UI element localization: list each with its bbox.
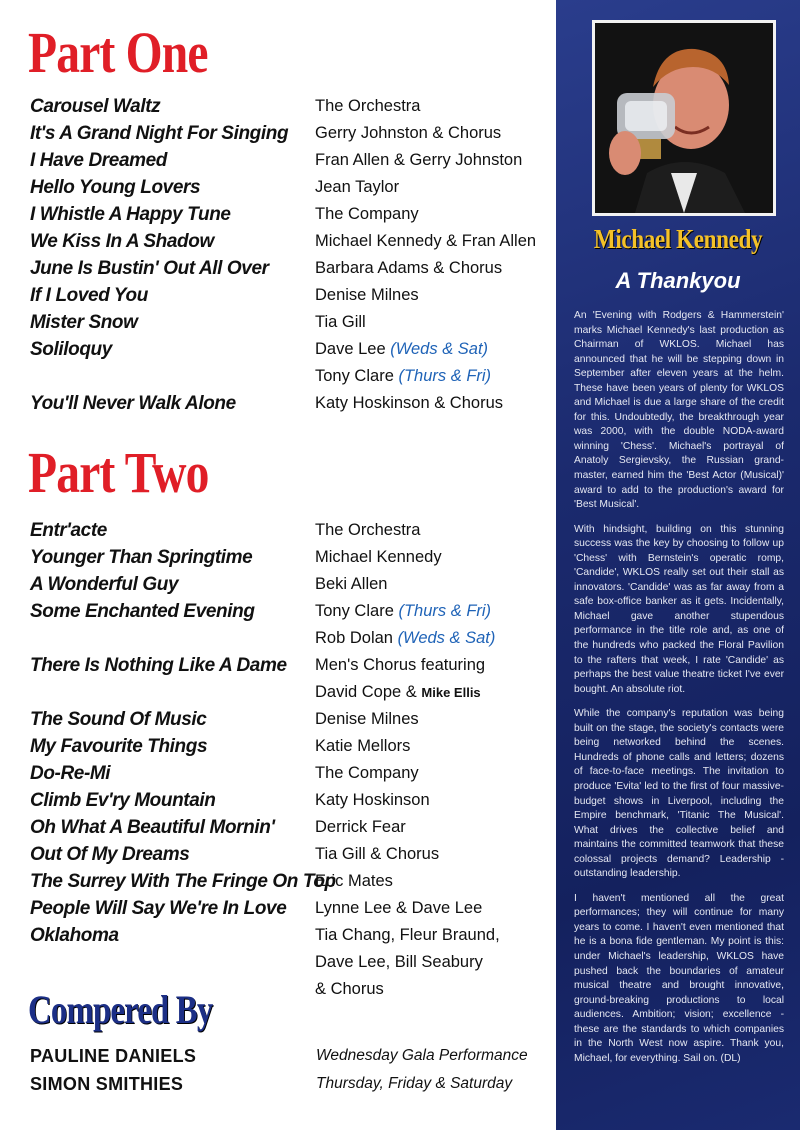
programme-row (0, 923, 556, 950)
performer-cell (315, 259, 502, 278)
compere-name: SIMON SMITHIES (30, 1074, 184, 1094)
programme-row (0, 310, 556, 337)
programme-row (0, 256, 556, 283)
performance-days-note: (Weds & Sat) (390, 340, 489, 358)
part-one-heading: Part One (28, 20, 208, 85)
performer-name: Dave Lee, Bill Seabury (315, 953, 483, 971)
performer-name: Derrick Fear (315, 818, 406, 836)
performer-cell (315, 629, 495, 648)
performer-name: Tia Gill & Chorus (315, 845, 440, 863)
song-title: Oh What A Beautiful Mornin' (30, 817, 275, 838)
performer-cell (315, 575, 387, 594)
programme-row (0, 842, 556, 869)
compere-name: PAULINE DANIELS (30, 1046, 197, 1066)
performer-name: & Chorus (315, 980, 384, 998)
performer-cell (315, 818, 406, 837)
performer-name: Dave Lee (315, 340, 386, 358)
performer-name: Beki Allen (315, 575, 388, 593)
performer-cell (315, 602, 491, 621)
part-one-list (0, 94, 556, 418)
song-title: I Whistle A Happy Tune (30, 204, 231, 225)
compere-performance: Thursday, Friday & Saturday (316, 1075, 513, 1092)
performer-cell (315, 367, 491, 386)
performer-name: Eric Mates (315, 872, 393, 890)
programme-row (0, 175, 556, 202)
performer-name: Katie Mellors (315, 737, 411, 755)
part-two-heading: Part Two (28, 440, 209, 505)
performer-name: Tia Chang, Fleur Braund, (315, 926, 500, 944)
programme-row (0, 229, 556, 256)
performance-days-note: (Thurs & Fri) (398, 367, 492, 385)
song-title: A Wonderful Guy (30, 574, 179, 595)
programme-row (0, 283, 556, 310)
performer-name: The Company (315, 764, 419, 782)
performer-cell (315, 548, 442, 567)
programme-row (0, 896, 556, 923)
performer-cell (315, 340, 488, 359)
programme-row (0, 626, 556, 653)
performer-name: Tia Gill (315, 313, 366, 331)
song-title: There Is Nothing Like A Dame (30, 655, 287, 676)
programme-row (0, 545, 556, 572)
performer-cell (315, 97, 420, 116)
song-title: June Is Bustin' Out All Over (30, 258, 269, 279)
performer-name: Katy Hoskinson (315, 791, 430, 809)
performer-cell (315, 521, 420, 540)
performer-cell (315, 764, 419, 783)
programme-row (0, 761, 556, 788)
performer-name: Barbara Adams & Chorus (315, 259, 503, 277)
tribute-name: Michael Kennedy (593, 224, 763, 254)
performer-name: Katy Hoskinson & Chorus (315, 394, 504, 412)
article-paragraph: While the company's reputation was being built on the stage, the society's contacts were being networked behind the scenes. Hundreds of phone calls and letters; dozens of face-to-face meetings. The invitation to produce 'Evita' led to the first of four massive-budget shows in Liverpool, including the Empire benchmark, 'Titanic The Musical'. What drives the collective belief and maintains the committed teamwork that these colossal projects demand? Leadership - outstanding leadership. (574, 708, 784, 880)
programme-row (0, 734, 556, 761)
performer-name: Gerry Johnston & Chorus (315, 124, 502, 142)
part-two-list (0, 518, 556, 1004)
song-title: Out Of My Dreams (30, 844, 190, 865)
performer-cell (315, 205, 419, 224)
performer-cell (315, 899, 482, 918)
performer-cell (315, 872, 393, 891)
performer-cell (315, 313, 366, 332)
performer-name: The Orchestra (315, 521, 421, 539)
programme-row (0, 950, 556, 977)
programme-row (0, 815, 556, 842)
song-title: Climb Ev'ry Mountain (30, 790, 216, 811)
song-title: Younger Than Springtime (30, 547, 253, 568)
song-title: The Sound Of Music (30, 709, 207, 730)
programme-row (0, 572, 556, 599)
song-title: Entr'acte (30, 520, 107, 541)
performer-name: Tony Clare (315, 602, 394, 620)
performer-cell (315, 926, 500, 945)
article-paragraph: An 'Evening with Rodgers & Hammerstein' marks Michael Kennedy's last production as Chairman of WKLOS. Michael has announced that he will be stepping down in September after eleven years at the helm. These have been years of plenty for WKLOS and Michael is due a large share of the credit for this. Undoubtedly, the breakthrough year was 2000, with the double NODA-award winning 'Chess'. Michael's portrayal of Anatoly Sergievsky, the Russian grand-master, earned him the 'Best Actor (Musical)' award to add to the production's award for 'Best Musical'. (574, 310, 784, 511)
article-paragraph: I haven't mentioned all the great performances; they will continue for many years to come. I haven't even mentioned that he is a bona fide gentleman. My point is this: under Michael's leadership, WKLOS have pushed back the boundaries of amateur musical theatre and brought innovative, ground-breaking productions to local audiences. Ambition; vision; excellence - these are the standards to which companies in the North West now aspire. Thank you, Michael, for everything. Sail on. (DL) (574, 892, 784, 1064)
performer-name-small: Mike Ellis (421, 685, 481, 700)
performer-name: Tony Clare (315, 367, 394, 385)
song-title: People Will Say We're In Love (30, 898, 287, 919)
programme-row (0, 599, 556, 626)
tribute-sidebar (556, 0, 800, 1130)
song-title: You'll Never Walk Alone (30, 393, 236, 414)
performer-name: Michael Kennedy & Fran Allen (315, 232, 537, 250)
performer-cell (315, 953, 483, 972)
performer-name: David Cope & (315, 683, 417, 701)
performer-name: Denise Milnes (315, 710, 419, 728)
performer-cell (315, 394, 503, 413)
programme-row (0, 121, 556, 148)
performer-cell (315, 151, 522, 170)
performer-cell (315, 980, 384, 999)
programme-row (0, 680, 556, 707)
tribute-article (574, 309, 784, 1076)
performer-cell (315, 683, 481, 702)
song-title: Mister Snow (30, 312, 138, 333)
performer-name: The Company (315, 205, 419, 223)
compere-row (30, 1074, 550, 1100)
song-title: Some Enchanted Evening (30, 601, 255, 622)
song-title: The Surrey With The Fringe On Top (30, 871, 336, 892)
song-title: My Favourite Things (30, 736, 208, 757)
song-title: I Have Dreamed (30, 150, 167, 171)
song-title: If I Loved You (30, 285, 148, 306)
performer-name: The Orchestra (315, 97, 421, 115)
portrait-illustration (595, 23, 773, 213)
compere-performance: Wednesday Gala Performance (316, 1047, 528, 1064)
performer-cell (315, 232, 536, 251)
song-title: Hello Young Lovers (30, 177, 201, 198)
song-title: We Kiss In A Shadow (30, 231, 214, 252)
programme-row (0, 518, 556, 545)
programme-row (0, 707, 556, 734)
programme-row (0, 653, 556, 680)
performer-cell (315, 845, 439, 864)
programme-row (0, 148, 556, 175)
song-title: Soliloquy (30, 339, 112, 360)
performer-cell (315, 178, 399, 197)
performer-cell (315, 124, 501, 143)
performer-name: Denise Milnes (315, 286, 419, 304)
performer-cell (315, 286, 419, 305)
programme-row (0, 364, 556, 391)
compered-by-heading: Compered By (28, 987, 213, 1032)
performer-cell (315, 791, 430, 810)
portrait-photo (592, 20, 776, 216)
song-title: Carousel Waltz (30, 96, 161, 117)
programme-row (0, 391, 556, 418)
programme-row (0, 202, 556, 229)
programme-row (0, 869, 556, 896)
song-title: It's A Grand Night For Singing (30, 123, 289, 144)
performer-name: Men's Chorus featuring (315, 656, 486, 674)
compere-row (30, 1046, 550, 1072)
programme-row (0, 337, 556, 364)
performance-days-note: (Thurs & Fri) (398, 602, 492, 620)
programme-row (0, 788, 556, 815)
performer-name: Lynne Lee & Dave Lee (315, 899, 483, 917)
performer-cell (315, 737, 410, 756)
performer-name: Fran Allen & Gerry Johnston (315, 151, 523, 169)
performance-days-note: (Weds & Sat) (397, 629, 496, 647)
performer-name: Jean Taylor (315, 178, 400, 196)
song-title: Do-Re-Mi (30, 763, 111, 784)
performer-name: Michael Kennedy (315, 548, 442, 566)
article-paragraph: With hindsight, building on this stunning success was the key by choosing to follow up 'Chess' with Bernstein's operatic romp, 'Candide', WKLOS really set out their stall as innovators. 'Candide' was as far away from a safe box-office banker as it gets. Incidentally, Michael gave another stupendous performance in the title role and, as one of the hundreds who packed the Floral Pavilion to the rafters that week, I rate 'Candide' as perhaps the best value theatre ticket I've ever bought. An absolute riot. (574, 523, 784, 695)
performer-name: Rob Dolan (315, 629, 393, 647)
song-title: Oklahoma (30, 925, 119, 946)
performer-cell (315, 656, 485, 675)
performer-cell (315, 710, 419, 729)
tribute-subtitle: A Thankyou (615, 268, 741, 293)
programme-row (0, 94, 556, 121)
